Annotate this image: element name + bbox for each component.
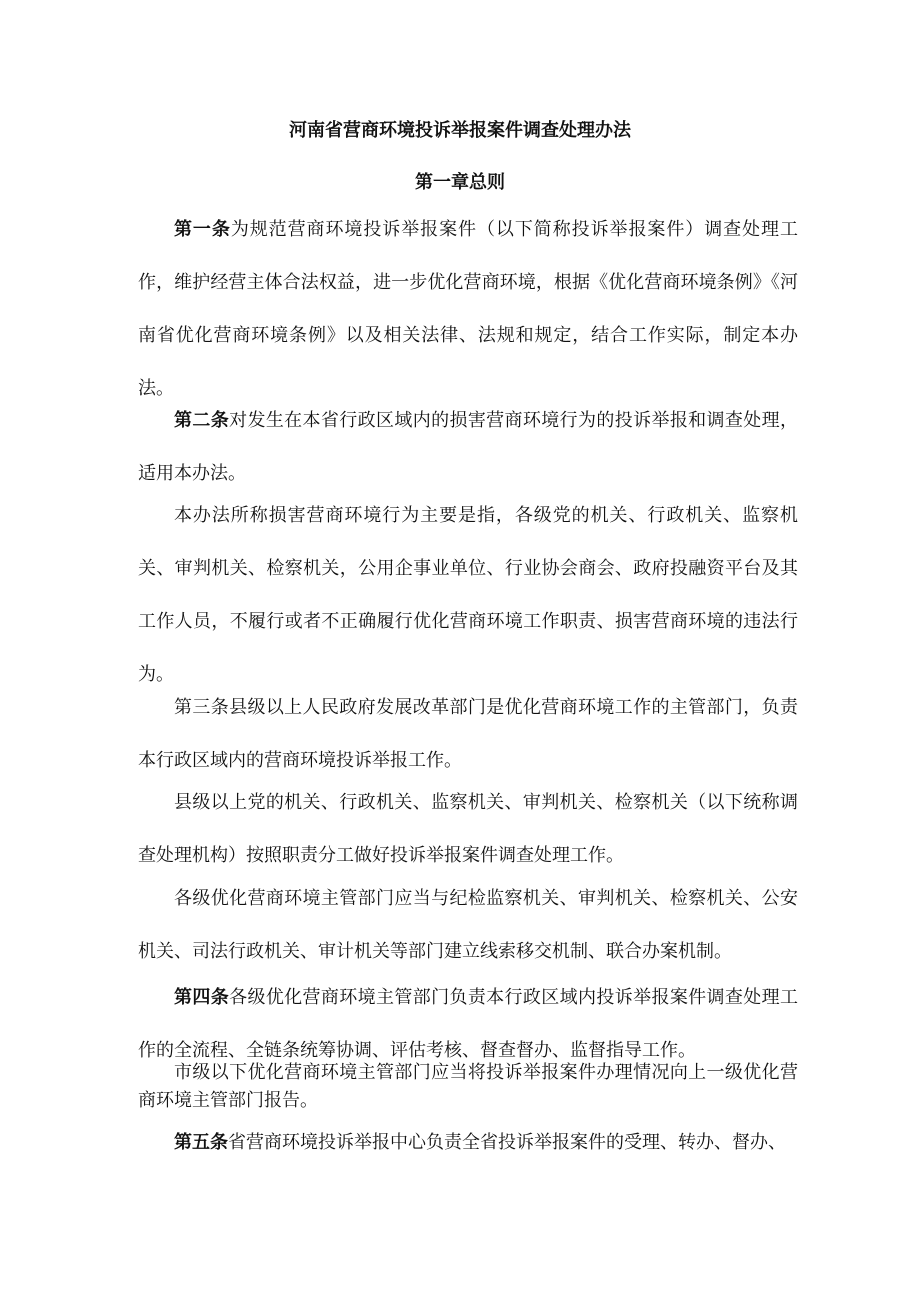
article-3-paragraph-2: 县级以上党的机关、行政机关、监察机关、审判机关、检察机关（以下统称调查处理机构）按照职责分工做好投诉举报案件调查处理工作。 <box>138 792 798 866</box>
article-5-text: 省营商环境投诉举报中心负责全省投诉举报案件的受理、转办、督办、 <box>228 1132 786 1153</box>
article-2-text: 对发生在本省行政区域内的损害营商环境行为的投诉举报和调查处理，适用本办法。 <box>138 410 798 484</box>
article-4-label: 第四条 <box>174 987 230 1008</box>
article-1 <box>138 203 798 415</box>
chapter-heading: 第一章总则 <box>415 172 505 193</box>
article-4-paragraph-2: 市级以下优化营商环境主管部门应当将投诉举报案件办理情况向上一级优化营商环境主管部门报告。 <box>138 1062 798 1111</box>
article-5-label: 第五条 <box>174 1132 228 1153</box>
article-1-label: 第一条 <box>174 219 231 240</box>
article-2 <box>138 394 798 500</box>
article-2-label: 第二条 <box>174 410 230 431</box>
article-2-paragraph-2: 本办法所称损害营商环境行为主要是指，各级党的机关、行政机关、监察机关、审判机关、检察机关，公用企事业单位、行业协会商会、政府投融资平台及其工作人员，不履行或者不正确履行优化营商环境工作职责、损害营商环境的违法行为。 <box>138 505 798 685</box>
article-1-text: 为规范营商环境投诉举报案件（以下简称投诉举报案件）调查处理工作，维护经营主体合法权益，进一步优化营商环境，根据《优化营商环境条例》《河南省优化营商环境条例》以及相关法律、法规和规定，结合工作实际，制定本办法。 <box>138 219 798 399</box>
document-title: 河南省营商环境投诉举报案件调查处理办法 <box>289 120 631 141</box>
article-3: 第三条县级以上人民政府发展改革部门是优化营商环境工作的主管部门，负责本行政区域内的营商环境投诉举报工作。 <box>138 697 798 771</box>
article-5 <box>138 1116 798 1169</box>
article-3-paragraph-3: 各级优化营商环境主管部门应当与纪检监察机关、审判机关、检察机关、公安机关、司法行政机关、审计机关等部门建立线索移交机制、联合办案机制。 <box>138 888 798 962</box>
article-4-text: 各级优化营商环境主管部门负责本行政区域内投诉举报案件调查处理工作的全流程、全链条统筹协调、评估考核、督查督办、监督指导工作。 <box>138 987 798 1061</box>
